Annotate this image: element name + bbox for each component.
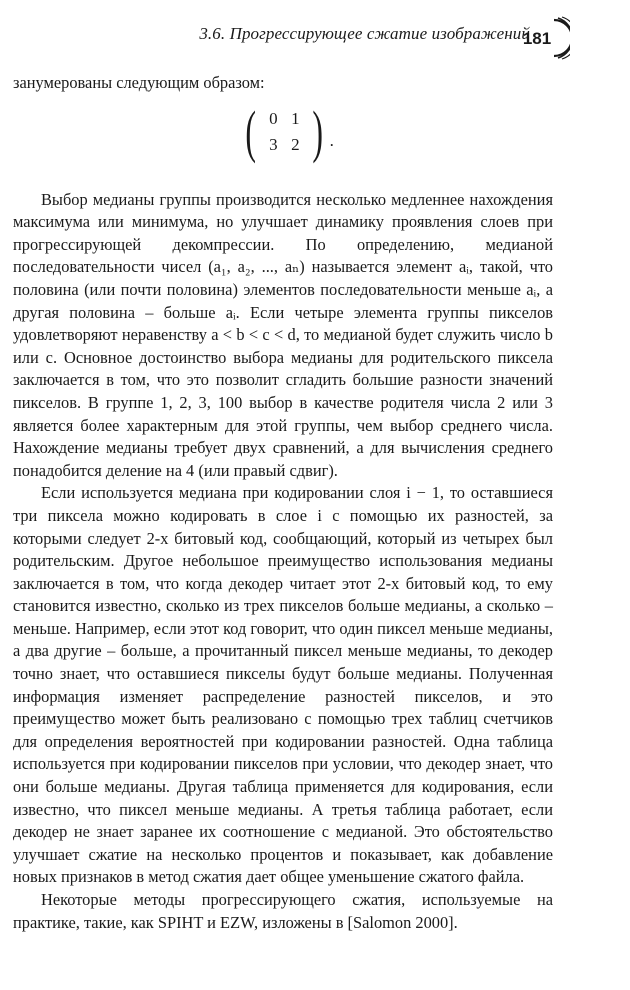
right-paren-icon: ) — [312, 98, 324, 164]
matrix-cell: 3 — [269, 134, 278, 154]
page-number-badge — [520, 16, 570, 60]
matrix-period: . — [329, 131, 334, 151]
left-paren-icon: ( — [245, 98, 256, 164]
paragraph: Некоторые методы прогрессирующего сжатия, используемые на практике, такие, как SPIHT и EZW, изложены в [Salomon 2000]. — [13, 890, 553, 932]
page-number: 181 — [522, 29, 552, 48]
matrix-grid — [262, 106, 306, 158]
page-number-arcs-icon — [520, 16, 570, 60]
matrix-cell: 1 — [291, 108, 300, 128]
matrix-cell: 0 — [269, 108, 278, 128]
main-text — [13, 72, 553, 934]
matrix-formula — [13, 98, 553, 169]
paragraph: Выбор медианы группы производится несколько медленнее нахождения максимума или минимума, но улучшает динамику проявления слоев при прогрессирующей декомпрессии. По определению, медианой последовательности чисел (a₁, a₂, ..., aₙ) называется элемент aᵢ, такой, что половина (или почти половина) элементов последовательности меньше aᵢ, а другая половина – больше aᵢ. Если четыре элемента группы пикселов удовлетворяют неравенству a < b < c < d, то медианой будет служить число b или c. Основное достоинство выбора медианы для родительского пиксела заключается в том, что это позволит сгладить большие разности значений пикселов. В группе 1, 2, 3, 100 выбор в качестве родителя числа 2 или 3 является более характерным для этой группы, чем выбор среднего числа. Нахождение медианы требует двух сравнений, а для вычисления среднего понадобится деление на 4 (или правый сдвиг). — [13, 189, 553, 480]
intro-line: занумерованы следующим образом: — [13, 73, 265, 92]
matrix-cell: 2 — [291, 134, 300, 154]
running-title: 3.6. Прогрессирующее сжатие изображений — [199, 24, 530, 43]
paragraph: Если используется медиана при кодировании слоя i − 1, то оставшиеся три пиксела можно кодировать в слое i с помощью их разностей, за которыми следует 2-х битовый код, сообщающий, который из четырех был родительским. Другое небольшое преимущество использования медианы заключается в том, что когда декодер читает этот 2-х битовый код, то ему становится известно, сколько из трех пикселов больше медианы, а сколько – меньше. Например, если этот код говорит, что один пиксел меньше медианы, а два другие – больше, а прочитанный пиксел меньше медианы, то декодер точно знает, что оставшиеся пикселы будут больше медианы. Полученная информация изменяет распределение разностей пикселов, и это преимущество может быть реализовано с помощью трех таблиц счетчиков для определения вероятностей при кодировании разностей. Одна таблица используется при кодировании пикселов при условии, что декодер знает, что они больше медианы. Другая таблица применяется для кодирования, если известно, что пиксел меньше медианы. А третья таблица работает, если декодер не знает заранее их соотношение с медианой. Это обстоятельство улучшает сжатие на несколько процентов и показывает, как добавление новых признаков в метод сжатия дает общее уменьшение сжатого файла. — [13, 483, 553, 887]
